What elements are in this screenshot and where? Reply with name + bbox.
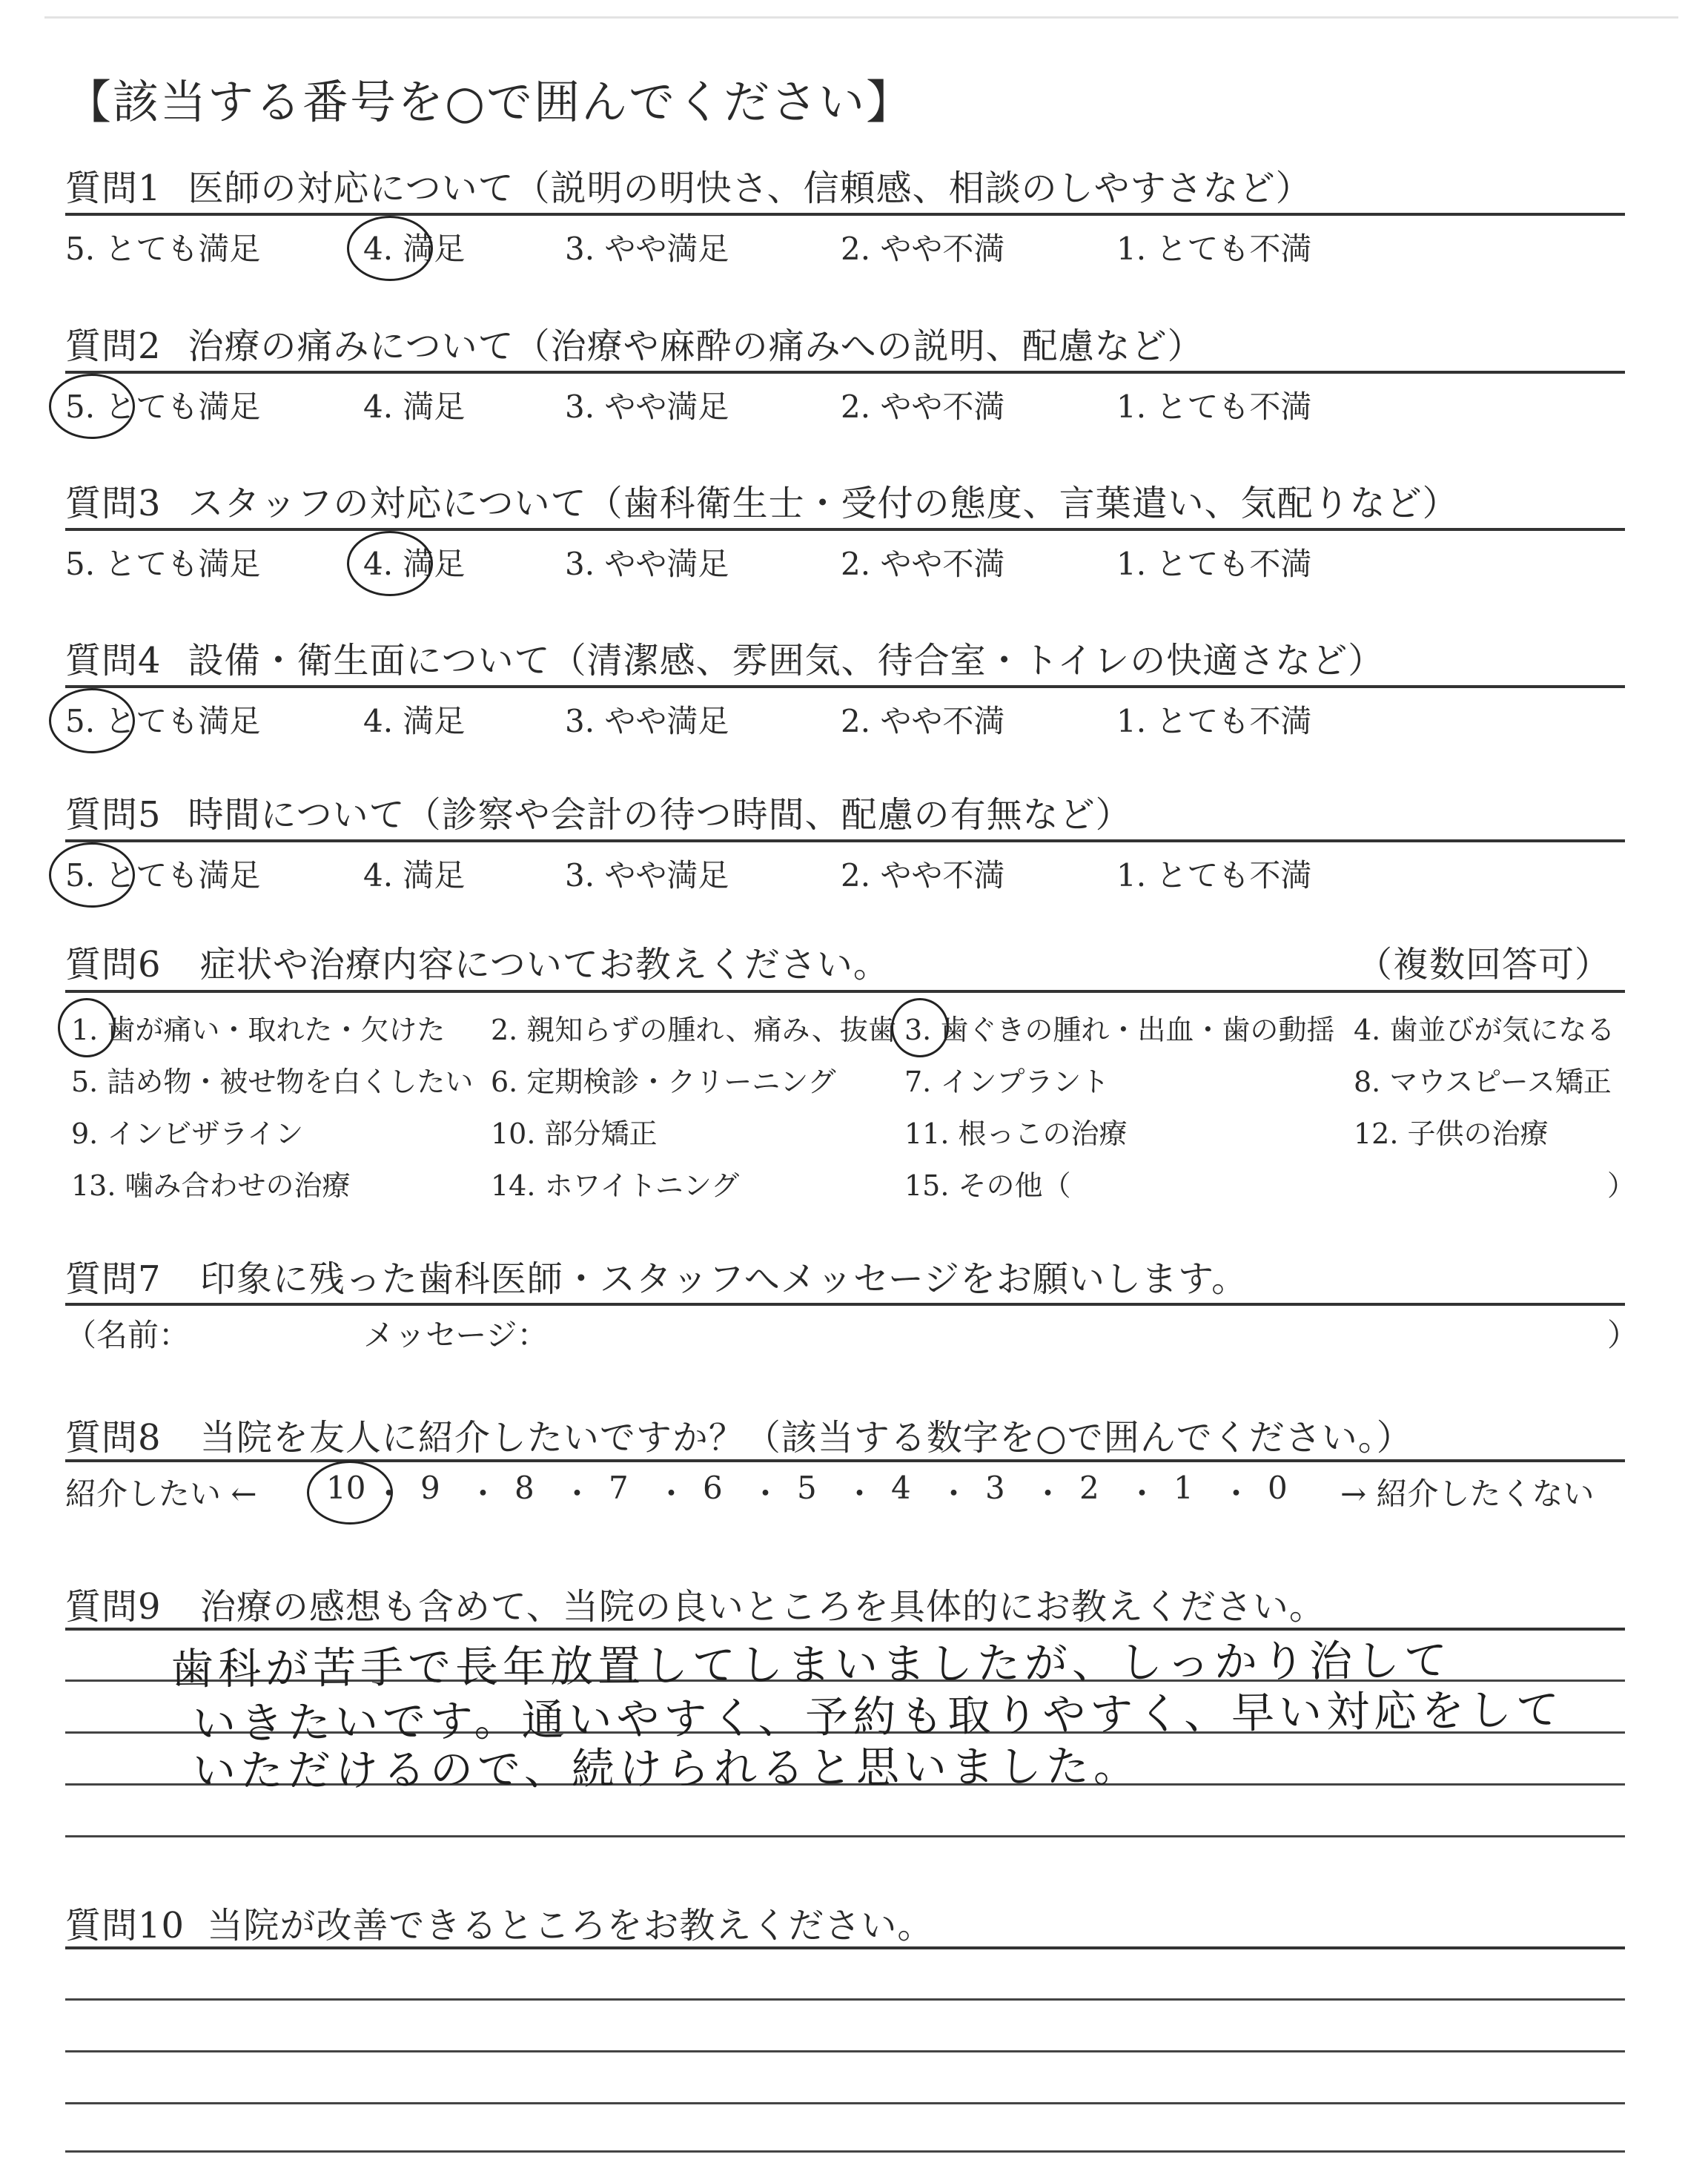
answer-circle-mark xyxy=(58,998,116,1057)
q3-option[interactable]: 3. やや満足 xyxy=(565,546,729,582)
q8-scale-number[interactable]: 6 xyxy=(703,1470,723,1506)
q10-answer-line xyxy=(65,2050,1625,2052)
q4-heading xyxy=(65,632,1384,683)
q2-option[interactable]: 2. やや不満 xyxy=(841,389,1005,425)
q10-label: 質問10 xyxy=(65,1905,185,1946)
q7-label: 質問7 xyxy=(65,1258,162,1300)
top-border xyxy=(44,16,1678,19)
q8-right-label: → 紹介したくない xyxy=(1340,1476,1595,1512)
q8-scale-number[interactable]: 10 xyxy=(326,1470,366,1506)
q10-rule xyxy=(65,1946,1625,1949)
q7-rule xyxy=(65,1303,1625,1306)
q6-option[interactable]: 11. 根っこの治療 xyxy=(904,1117,1128,1150)
answer-circle-mark xyxy=(49,842,135,908)
q8-scale-number[interactable]: 8 xyxy=(514,1470,534,1506)
q3-rule xyxy=(65,528,1625,531)
q8-scale-dot: ・ xyxy=(467,1476,499,1512)
q8-scale-dot: ・ xyxy=(655,1476,687,1512)
q2-option[interactable]: 5. とても満足 xyxy=(65,389,261,425)
q6-option[interactable]: 10. 部分矯正 xyxy=(491,1117,658,1150)
q8-scale-number[interactable]: 2 xyxy=(1079,1470,1099,1506)
q2-option[interactable]: 1. とても不満 xyxy=(1116,389,1312,425)
q1-text: 医師の対応について（説明の明快さ、信頼感、相談のしやすさなど） xyxy=(188,168,1312,209)
q4-option[interactable]: 4. 満足 xyxy=(363,703,466,739)
q1-option[interactable]: 3. やや満足 xyxy=(565,231,729,267)
q8-heading xyxy=(65,1409,1413,1460)
q4-rule xyxy=(65,685,1625,688)
q6-text: 症状や治療内容についてお教えください。 xyxy=(199,944,890,985)
q5-option[interactable]: 3. やや満足 xyxy=(565,857,729,894)
q8-scale-number[interactable]: 1 xyxy=(1174,1470,1194,1506)
q2-rule xyxy=(65,371,1625,374)
q6-option[interactable]: 13. 噛み合わせの治療 xyxy=(71,1169,351,1202)
q6-option[interactable]: 7. インプラント xyxy=(904,1066,1110,1098)
q8-scale-number[interactable]: 3 xyxy=(985,1470,1005,1506)
q9-answer-line xyxy=(65,1835,1625,1837)
q3-text: スタッフの対応について（歯科衛生士・受付の態度、言葉遣い、気配りなど） xyxy=(188,483,1459,524)
q8-scale-dot: ・ xyxy=(1032,1476,1064,1512)
q8-scale-number[interactable]: 0 xyxy=(1268,1470,1288,1506)
q2-option[interactable]: 4. 満足 xyxy=(363,389,466,425)
q1-option[interactable]: 2. やや不満 xyxy=(841,231,1005,267)
q9-handwritten-line: 歯科が苦手で長年放置してしまいましたが、しっかり治して xyxy=(170,1634,1452,1695)
q4-option[interactable]: 1. とても不満 xyxy=(1116,703,1312,739)
q7-name-label: （名前： xyxy=(65,1317,191,1353)
q10-answer-line xyxy=(65,1998,1625,2001)
q1-option[interactable]: 1. とても不満 xyxy=(1116,231,1312,267)
q1-rule xyxy=(65,213,1625,216)
q5-text: 時間について（診察や会計の待つ時間、配慮の有無など） xyxy=(188,794,1132,836)
q8-scale-number[interactable]: 7 xyxy=(609,1470,629,1506)
q3-label: 質問3 xyxy=(65,483,162,524)
q7-message-label: メッセージ： xyxy=(363,1317,549,1353)
q5-label: 質問5 xyxy=(65,794,162,836)
q3-option[interactable]: 2. やや不満 xyxy=(841,546,1005,582)
q4-label: 質問4 xyxy=(65,640,162,681)
q2-option[interactable]: 3. やや満足 xyxy=(565,389,729,425)
q6-option[interactable]: 4. 歯並びが気になる xyxy=(1354,1014,1615,1046)
q5-option[interactable]: 2. やや不満 xyxy=(841,857,1005,894)
q9-text: 治療の感想も含めて、当院の良いところを具体的にお教えください。 xyxy=(199,1586,1325,1628)
q8-scale-dot: ・ xyxy=(938,1476,970,1512)
answer-circle-mark xyxy=(49,688,135,753)
q10-heading xyxy=(65,1897,933,1948)
form-title: 【該当する番号を○で囲んでください】 xyxy=(65,75,914,129)
q6-other-close: ） xyxy=(1607,1169,1636,1202)
q8-scale-number[interactable]: 9 xyxy=(420,1470,440,1506)
q8-scale-dot: ・ xyxy=(373,1476,405,1512)
q1-option[interactable]: 4. 満足 xyxy=(363,231,466,267)
q8-text: 当院を友人に紹介したいですか？（該当する数字を○で囲んでください。） xyxy=(199,1417,1413,1459)
q6-option[interactable]: 6. 定期検診・クリーニング xyxy=(491,1066,836,1098)
q8-scale-dot: ・ xyxy=(844,1476,875,1512)
q8-rule xyxy=(65,1459,1625,1462)
q3-option[interactable]: 4. 満足 xyxy=(363,546,466,582)
q4-option[interactable]: 2. やや不満 xyxy=(841,703,1005,739)
q9-heading xyxy=(65,1578,1325,1629)
q8-scale-dot: ・ xyxy=(561,1476,593,1512)
answer-circle-mark xyxy=(49,374,135,439)
q9-handwritten-line: いただけるので、続けられると思いました。 xyxy=(192,1740,1142,1797)
q5-option[interactable]: 4. 満足 xyxy=(363,857,466,894)
q6-option[interactable]: 9. インビザライン xyxy=(71,1117,304,1150)
q2-text: 治療の痛みについて（治療や麻酔の痛みへの説明、配慮など） xyxy=(188,326,1204,367)
q6-option[interactable]: 14. ホワイトニング xyxy=(491,1169,740,1202)
q6-rule xyxy=(65,990,1625,993)
q10-answer-line xyxy=(65,2102,1625,2104)
q3-heading xyxy=(65,475,1459,526)
q8-scale-number[interactable]: 4 xyxy=(891,1470,911,1506)
q4-option[interactable]: 3. やや満足 xyxy=(565,703,729,739)
q9-handwritten-line: いきたいです。通いやすく、予約も取りやすく、早い対応をして xyxy=(192,1684,1564,1749)
q6-option[interactable]: 8. マウスピース矯正 xyxy=(1354,1066,1612,1098)
q5-heading xyxy=(65,786,1132,837)
q5-option[interactable]: 1. とても不満 xyxy=(1116,857,1312,894)
answer-circle-mark xyxy=(347,216,433,281)
q8-scale-dot: ・ xyxy=(1220,1476,1252,1512)
q8-scale-dot: ・ xyxy=(1126,1476,1158,1512)
q1-heading xyxy=(65,159,1312,211)
q6-option[interactable]: 12. 子供の治療 xyxy=(1354,1117,1549,1150)
q6-option[interactable]: 2. 親知らずの腫れ、痛み、抜歯 xyxy=(491,1014,896,1046)
q6-option[interactable]: 1. 歯が痛い・取れた・欠けた xyxy=(71,1014,446,1046)
q9-label: 質問9 xyxy=(65,1586,162,1628)
q8-left-label: 紹介したい ← xyxy=(65,1476,257,1512)
answer-circle-mark xyxy=(891,998,949,1057)
q4-text: 設備・衛生面について（清潔感、雰囲気、待合室・トイレの快適さなど） xyxy=(188,640,1385,681)
q5-rule xyxy=(65,839,1625,842)
q2-heading xyxy=(65,317,1204,369)
q2-label: 質問2 xyxy=(65,326,162,367)
q8-scale-number[interactable]: 5 xyxy=(797,1470,817,1506)
q1-option[interactable]: 5. とても満足 xyxy=(65,231,261,267)
q8-label: 質問8 xyxy=(65,1417,162,1459)
answer-circle-mark xyxy=(347,531,433,596)
q7-close-paren: ） xyxy=(1607,1317,1639,1353)
q1-label: 質問1 xyxy=(65,168,162,209)
q6-note: （複数回答可） xyxy=(1357,944,1612,985)
q7-heading xyxy=(65,1250,1248,1301)
q5-option[interactable]: 5. とても満足 xyxy=(65,857,261,894)
q8-scale-dot: ・ xyxy=(749,1476,781,1512)
q10-answer-line xyxy=(65,2150,1625,2153)
q3-option[interactable]: 1. とても不満 xyxy=(1116,546,1312,582)
q6-label: 質問6 xyxy=(65,944,162,985)
q7-text: 印象に残った歯科医師・スタッフへメッセージをお願いします。 xyxy=(199,1258,1248,1300)
q6-option[interactable]: 3. 歯ぐきの腫れ・出血・歯の動揺 xyxy=(904,1014,1335,1046)
q6-option[interactable]: 5. 詰め物・被せ物を白くしたい xyxy=(71,1066,474,1098)
q6-heading xyxy=(65,936,890,987)
q4-option[interactable]: 5. とても満足 xyxy=(65,703,261,739)
q6-option[interactable]: 15. その他（ xyxy=(904,1169,1071,1202)
q10-text: 当院が改善できるところをお教えください。 xyxy=(207,1905,934,1946)
q3-option[interactable]: 5. とても満足 xyxy=(65,546,261,582)
